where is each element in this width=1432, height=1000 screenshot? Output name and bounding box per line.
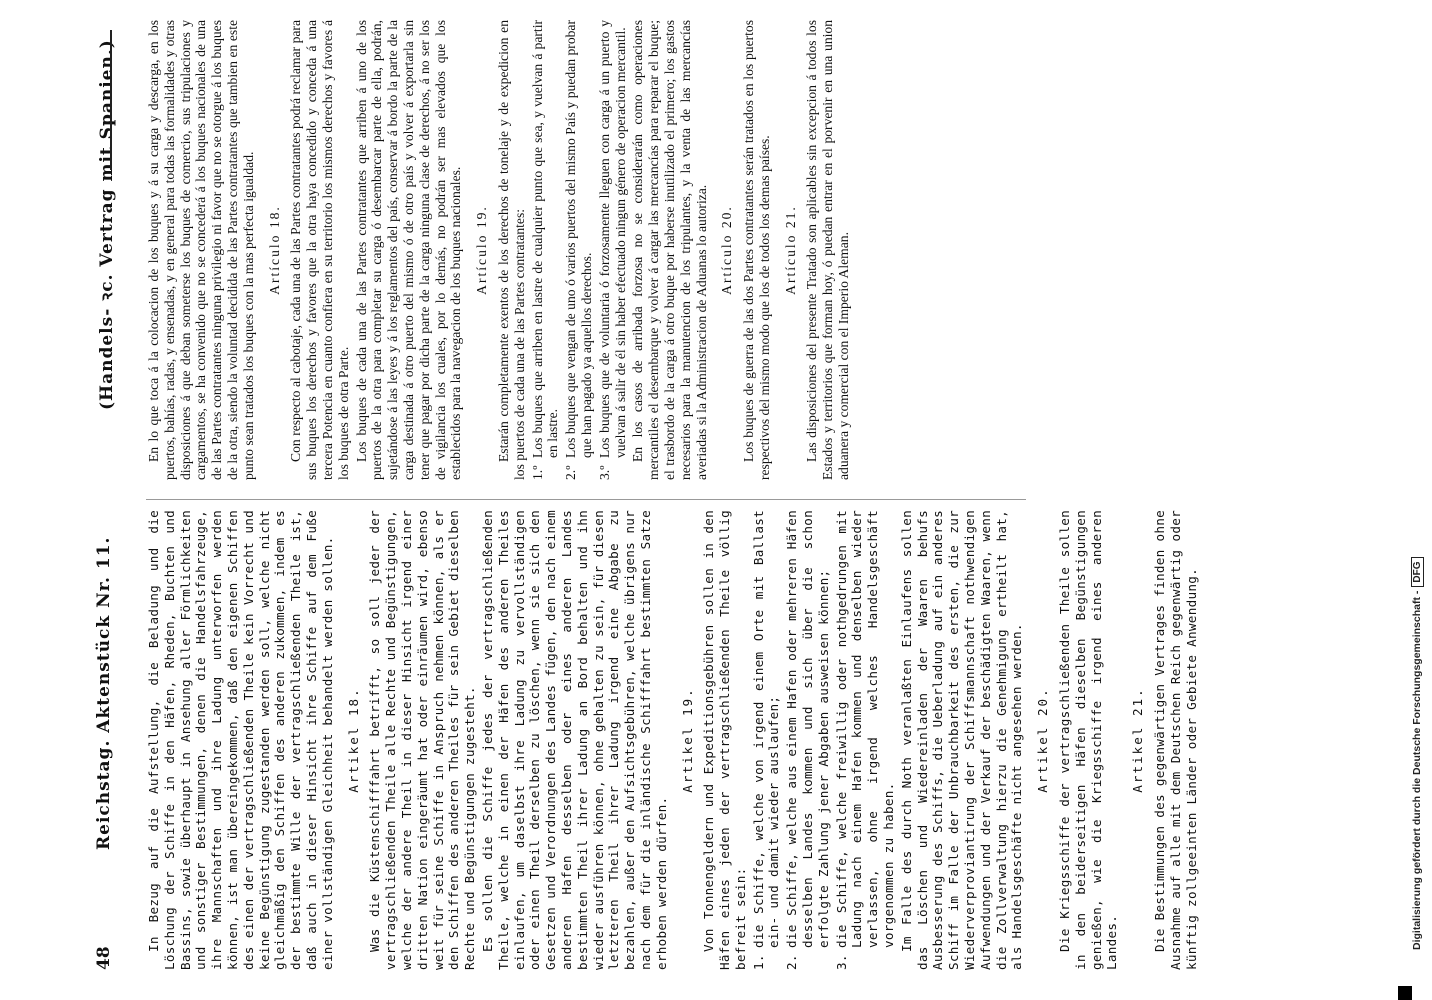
paragraph: Es sollen die Schiffe jedes der vertragschließenden Theile, welche in einen der Häfen des anderen Theiles einlaufen, um daselbst ihre Ladung zu vervollständigen oder einen Theil derselben zu löschen, wenn sie sich den Gesetzen und Verordnungen des Landes fügen, den nach einem anderen Hafen desselben oder eines anderen Landes bestimmten Theil ihrer Ladung an Bord behalten und ihn wieder ausführen können, ohne gehalten zu sein, für diesen letzteren Theil ihrer Ladung irgend eine Abgabe zu bezahlen, außer den Aufsichtsgebühren, welche übrigens nur nach dem für die inländische Schifffahrt bestimmten Satze erhoben werden dürfen.: [479, 510, 669, 970]
list-text: Los buques que arriben en lastre de cualquier punto que sea, y vuelvan á partir en lastre.: [529, 20, 561, 458]
page-header: [88, 20, 128, 970]
paragraph: Die Kriegsschiffe der vertragschließenden Theile sollen in den beiderseitigen Häfen dieselben Begünstigungen genießen, wie die Kriegsschiffe irgend eines anderen Landes.: [1057, 510, 1120, 970]
paragraph: In Bezug auf die Aufstellung, die Beladung und die Löschung der Schiffe in den Häfen, Rheden, Buchten und Bassins, sowie überhaupt in Ansehung aller Förmlichkeiten und sonstiger Bestimmungen, denen die Handelsfahrzeuge, ihre Mannschaften und ihre Ladung unterworfen werden können, ist man übereingekommen, daß den eigenen Schiffen des einen der vertragschließenden Theile kein Vorrecht und keine Begünstigung zugestanden werden soll, welche nicht gleichmäßig den Schiffen des anderen zukommen, indem es der bestimmte Wille der vertragschließenden Theile ist, daß auch in dieser Hinsicht ihre Schiffe auf dem Fuße einer vollständigen Gleichheit behandelt werden sollen.: [146, 510, 335, 970]
list-item: [563, 20, 595, 480]
list-item: [784, 510, 831, 970]
list-number: 1.º: [529, 465, 545, 480]
list-text: die Schiffe, welche freiwillig oder nothgedrungen mit Ladung nach einem Hafen kommen und denselben wieder verlassen, ohne irgend welches Handelsgeschäft vorgenommen zu haben.: [833, 510, 897, 948]
stamp-text: Digitalisierung gefördert durch die Deutsche Forschungsgemeinschaft -: [1411, 590, 1423, 950]
digitization-stamp: [1408, 10, 1428, 950]
list-item: [834, 510, 897, 970]
spanish-column: [146, 20, 854, 480]
list-item: [751, 510, 783, 970]
paragraph: Die Bestimmungen des gegenwärtigen Vertrages finden ohne Ausnahme auf alle mit dem Deutschen Reich gegenwärtig oder künftig zollgeeinten Länder oder Gebiete Anwendung.: [1152, 510, 1199, 970]
page-number: 48: [94, 946, 114, 970]
list-number: 1.: [750, 954, 766, 970]
list-item: [530, 20, 562, 480]
article-heading: Artículo 20.: [719, 205, 735, 295]
german-column: [146, 510, 1201, 970]
header-rule: [110, 30, 112, 170]
list-number: 2.º: [563, 465, 579, 480]
article-heading: Artikel 18.: [345, 687, 361, 793]
paragraph: Von Tonnengeldern und Expeditionsgebühren sollen in den Häfen eines jeden der vertragschließenden Theile völlig befreit sein:: [701, 510, 748, 970]
list-item: [597, 20, 629, 480]
list-number: 3.: [833, 954, 849, 970]
article-heading: Artículo 21.: [782, 205, 798, 295]
paragraph: Los buques de cada una de las Partes contratantes que arriben á uno de los puertos de la otra para completar su carga ó desembarcar parte de ella, podrán, sujetándose á las leyes y á los reglamentos del país, conservar á bordo la parte de la carga destinada á otro puerto del mismo ó de otro país y volver á exportarla sin tener que pagar por dicha parte de la carga ninguna clase de derechos, á no ser los de vigilancia los cuales, por lo demás, no podrán ser mas elevados que los establecidos para la navegacion de los buques nacionales.: [353, 20, 464, 480]
article-heading: Artículo 18.: [266, 205, 282, 295]
list-number: 3.º: [596, 465, 612, 480]
paragraph: En lo que toca á la colocacion de los buques y á su carga y descarga, en los puertos, bahías, radas, y ensenadas, y en general para todas las formalidades y otras disposiciones á que deban someterse los buques de comercio, sus tripulaciones y cargamentos, se ha convenido que no se concederá á los buques nacionales de una de las Partes contratantes ninguna privilegio ni favor que no se otorgue á los buques de la otra, siendo la voluntad decidida de las Partes contratantes que tambien en este punto sean tratados los buques con la mas perfecta igualdad.: [146, 20, 256, 480]
article-heading: Artículo 19.: [474, 205, 490, 295]
list-text: Los buques que de voluntaria ó forzosamente lleguen con carga á un puerto y vuelvan á salir de él sin haber efectuado ningun género de operacion mercantil.: [596, 20, 628, 458]
list-text: die Schiffe, welche von irgend einem Orte mit Ballast ein- und damit wieder auslaufen;: [750, 510, 782, 948]
running-head-left: Reichstag. Aktenstück Nr. 11.: [94, 536, 114, 850]
list-text: Los buques que vengan de uno ó varios puertos del mismo País y puedan probar que han pagado ya aquellos derechos.: [563, 20, 594, 458]
corner-mark: [1398, 986, 1412, 1000]
paragraph: Was die Küstenschifffahrt betrifft, so soll jeder der vertragschließenden Theile alle Rechte und Begünstigungen, welche der andere Theil in dieser Hinsicht irgend einer dritten Nation eingeräumt hat oder einräumen wird, ebenso weit für seine Schiffe in Anspruch nehmen können, als er den Schiffen des anderen Theiles für sein Gebiet dieselben Rechte und Begünstigungen zugesteht.: [367, 510, 478, 970]
paragraph: Las disposiciones del presente Tratado son aplicables sin excepcion á todos los Estados y territorios que forman hoy, ó puedan entrar en el porvenir en una union aduanera y comercial con el Imperio Aleman.: [804, 20, 852, 480]
paragraph: Los buques de guerra de las dos Partes contratantes serán tratados en los puertos respectivos del mismo modo que los de todos los demas países.: [741, 20, 772, 480]
paragraph: Im Falle des durch Noth veranlaßten Einlaufens sollen das Löschen und Wiedereinladen der Waaren behufs Ausbesserung des Schiffs, die Ueberladung auf ein anderes Schiff im Falle der Unbrauchbarkeit des ersten, die zur Wiederverproviantirung der Schiffsmannschaft nothwendigen Aufwendungen und der Verkauf der beschädigten Waaren, wenn die Zollverwaltung hierzu die Genehmigung ertheilt hat, als Handelsgeschäfte nicht angesehen werden.: [898, 510, 1025, 970]
article-heading: Artikel 21.: [1130, 687, 1146, 793]
article-heading: Artikel 19.: [679, 687, 695, 793]
list-number: 2.: [784, 954, 800, 970]
rotated-content: [60, 0, 1420, 1000]
dfg-logo: DFG: [1411, 558, 1424, 587]
column-divider: [146, 499, 1026, 500]
article-heading: Artikel 20.: [1035, 687, 1051, 793]
paragraph: Estarán completamente exentos de los derechos de tonelaje y de expedicion en los puertos de cada una de las Partes contratantes:: [495, 20, 527, 480]
paragraph: En los casos de arribada forzosa no se considerarán como operaciones mercantiles el desembarque y volver á cargar las mercancías para reparar el buque; el trasbordo de la carga á otro buque por haberse inutilizado el primero; los gastos necesarios para la manutencion de los tripulantes, y la venta de las mercancías averiadas si la Administracion de Aduanas lo autoriza.: [630, 20, 709, 480]
running-head-right: (Handels- ꝛc. Vertrag mit Spanien.): [97, 39, 117, 410]
paragraph: Con respecto al cabotaje, cada una de las Partes contratantes podrá reclamar para sus buques los derechos y favores que la otra haya concedido y conceda á una tercera Potencia en cuanto confiera en su territorio los mismos derechos y favores á los buques de otra Parte.: [288, 20, 351, 480]
list-text: die Schiffe, welche aus einem Hafen oder mehreren Häfen desselben Landes kommen und sich über die schon erfolgte Zahlung jener Abgaben ausweisen können;: [784, 510, 831, 948]
